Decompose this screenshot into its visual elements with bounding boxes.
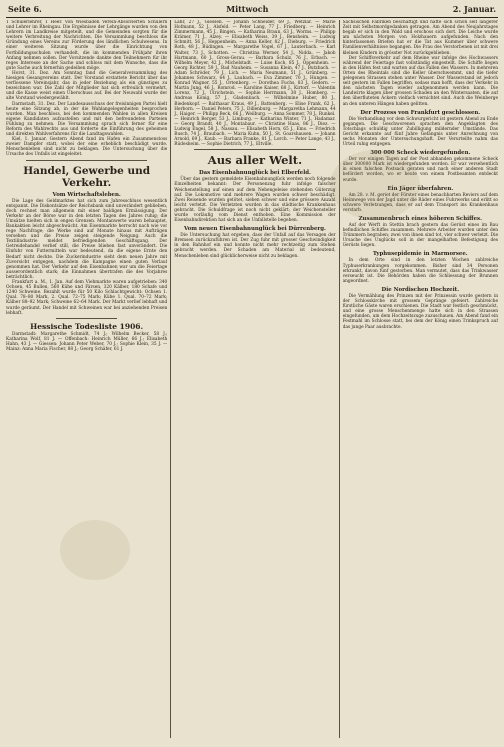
subheading: Ein Jäger überfahren. [387,185,454,192]
section-heading-trade: Handel, Gewerbe und Verkehr. [23,164,151,189]
article-paragraph: Die Verhandlung vor dem Schwurgericht ist gestern Abend zu Ende gegangen. Die Geschworenen sprachen den Angeklagten des Totschlags schuldig unter Zubilligung mildernder Umstände. Das Gericht erkannte auf fünf Jahre Gefängnis unter Anrechnung von sechs Monaten der Untersuchungshaft. Der Verurteilte nahm das Urteil ruhig entgegen. [342,116,499,148]
paper-stain [330,150,420,220]
section-heading-world: Aus aller Welt. [207,153,303,168]
death-list: Darmstadt: Margarethe Schmidt, 74 J.; Wilhelm Becker, 58 J.; Katharina Wolf, 81 J. — Offenbach: Heinrich Müller, 66 J.; Elisabeth Hahn, 43 J. — Giessen: Johann Peter Weber, 70 J.; Sophie Klein, 35 J. — Mainz: Anna Maria Fischer, 88 J.; Georg Schäfer, 61 J. [6,331,168,352]
death-list-continued: Lahr, 27 J., Giessen. — Johann Schneider, 69 J., Wetzlar. — Marie Hofmann, 52 J., Alsfeld. — Peter Lang, 77 J., Friedberg. — Heinrich Zimmermann, 45 J., Bingen. — Katharina Braun, 63 J., Worms. — Philipp Krämer, 71 J., Alzey. — Elisabeth Weiss, 39 J., Bensheim. — Ludwig Schmitt, 56 J., Heppenheim. — Anna Keller, 82 J., Dieburg. — Friedrich Roth, 48 J., Büdingen. — Margarethe Vogel, 67 J., Lauterbach. — Karl Walter, 73 J., Schotten. — Christina Werner, 54 J., Nidda. — Jakob Hartmann, 60 J., Gross-Gerau. — Barbara Schulz, 76 J., Erbach. — Wilhelm Meyer, 42 J., Michelstadt. — Luise Koch, 85 J., Oppenheim. — Georg Richter, 59 J., Bad Nauheim. — Susanna Klein, 47 J., Butzbach. — Adam Schröder, 79 J., Lich. — Maria Neumann, 51 J., Grünberg. — Johannes Schwarz, 64 J., Laubach. — Eva Zimmer, 70 J., Hungen. — Konrad Wagner, 55 J., Ortenberg. — Dorothea Fuchs, 83 J., Gedern. — Martin Jung, 46 J., Romrod. — Karoline Kaiser, 68 J., Kirtorf. — Valentin Lorenz, 72 J., Ulrichstein. — Sophie Herrmann, 38 J., Homberg. — Andreas König, 57 J., Gladenbach. — Wilhelmine Huber, 80 J., Biedenkopf. — Balthasar Kraus, 49 J., Battenberg. — Elise Frank, 62 J., Herborn. — Daniel Peters, 75 J., Dillenburg. — Margaretha Lehmann, 44 J., Haiger. — Philipp Beck, 66 J., Weilburg. — Anna Sommer, 78 J., Runkel. — Heinrich Berger, 53 J., Limburg. — Katharina Winter, 71 J., Hadamar. — Georg Brandt, 40 J., Montabaur. — Christine Haas, 86 J., Diez. — Ludwig Engel, 58 J., Nassau. — Elisabeth Horn, 65 J., Ems. — Friedrich Busch, 74 J., Braubach. — Maria Kuhn, 50 J., St. Goarshausen. — Johann Arnold, 69 J., Kaub. — Barbara Franke, 81 J., Lorch. — Peter Lange, 43 J., Rüdesheim. — Sophie Dietrich, 77 J., Eltville. [174,20,336,148]
column-1 [6,20,167,738]
article-paragraph: Darmstadt, 31. Dez. Der Landesausschuss der freisinnigen Partei hielt heute eine Sitzung ab, in der die Wahlangelegenheiten besprochen wurden. Man beschloss, bei den kommenden Wahlen in allen Kreisen eigene Kandidaten aufzustellen und mit den befreundeten Parteien Fühlung zu nehmen. Die Versammlung sprach sich ferner für eine Reform des Wahlrechts aus und forderte die Einführung des geheimen und direkten Wahlverfahrens für die Landtagswahlen. [6,101,168,138]
subheading: Typhusepidemie in Marmorsee. [372,251,468,258]
divider [56,318,117,319]
article-paragraph: Über das gestern gemeldete Eisenbahnunglück werden noch folgende Einzelheiten bekannt: Der Personenzug fuhr infolge falscher Weichenstellung auf einen auf dem Nebengeleise stehenden Güterzug auf. Die Lokomotive und mehrere Wagen wurden schwer beschädigt. Zwei Reisende wurden getötet, sieben schwer und eine grössere Anzahl leicht verletzt. Die Verletzten wurden in das städtische Krankenhaus gebracht. Die Schuldfrage ist noch nicht geklärt; der Weichensteller wurde vorläufig vom Dienst enthoben. Eine Kommission der Eisenbahndirektion hat sich an die Unfallstelle begeben. [174,177,336,224]
weekday: Mittwoch [226,4,269,14]
subheading: Die Nordischen Hochzeit. [381,286,460,293]
article-paragraph: Am 28. v. M. geriet der Förster eines benachbarten Reviers auf dem Heimwege von der Jagd unter die Räder eines Fuhrwerks und erlitt so schwere Verletzungen, dass er auf dem Transport ins Krankenhaus verstarb. [342,192,499,213]
column-separator [339,20,340,738]
article-paragraph: Die Vermählung des Prinzen mit der Prinzessin wurde gestern in der Schlosskirche mit grossem Gepränge gefeiert. Zahlreiche fürstliche Gäste waren erschienen. Die Stadt war festlich geschmückt, und eine grosse Menschenmenge hatte sich in den Strassen eingefunden, um dem Hochzeitszuge zuzuschauen. Am Abend fand ein Festmahl im Schlosse statt, bei dem der König einen Trinkspruch auf das junge Paar ausbrachte. [342,293,499,330]
article-paragraph: Frankfurt a. M., 1. Jan. Auf dem Viehmarkte waren aufgetrieben: 340 Ochsen, 45 Bullen, 560 Kühe und Färsen, 320 Kälber, 180 Schafe und 1240 Schweine. Bezahlt wurde für 50 Kilo Schlachtgewicht: Ochsen 1. Qual. 78–80 Mark, 2. Qual. 72–75 Mark; Kühe 1. Qual. 70–72 Mark; Kälber 88–92 Mark; Schweine 62–64 Mark. Der Markt verlief lebhaft und wurde geräumt. Der Handel mit Schweinen war bei anziehenden Preisen lebhaft. [6,280,168,316]
subheading: Das Eisenbahnunglück bei Elberfeld. [198,170,311,177]
article-paragraph: Die Lage des Geldmarktes hat sich zum Jahresschluss wesentlich entspannt. Die Diskontsätze der Reichsbank sind unverändert geblieben, doch rechnet man allgemein mit einer baldigen Ermässigung. Der Verkehr an der Börse war in den letzten Tagen des Jahres ruhig; die Umsätze hielten sich in engen Grenzen. Montanwerte waren behauptet, Bankaktien leicht abgeschwächt. Am Eisenmarkte herrscht nach wie vor rege Nachfrage; die Werke sind auf Monate hinaus mit Aufträgen versehen und die Preise zeigen steigende Neigung. Auch die Textilindustrie meldet befriedigenden Geschäftsgang. Der Getreidehandel verlief still, die Preise blieben fast unverändert. Die Einfuhr von Futtermitteln war bedeutend, da die eigene Ernte den Bedarf nicht deckte. Die Zuckerindustrie sieht dem neuen Jahre mit Zuversicht entgegen, nachdem die Kampagne einen guten Verlauf genommen hat. Der Verkehr auf den Eisenbahnen war um die Feiertage ausserordentlich stark; die Einnahmen übertrafen die des Vorjahres beträchtlich. [6,198,168,280]
paper-stain [60,520,130,580]
subheading: Der Prozess von Frankfurt geschlossen. [360,109,481,116]
article-paragraph: Die Untersuchung hat ergeben, dass der Unfall auf das Versagen der Bremsen zurückzuführen ist. Der Zug fuhr mit grosser Geschwindigkeit in den Bahnhof ein und konnte nicht mehr rechtzeitig zum Stehen gebracht werden. Der Schaden am Material ist bedeutend, Menschenleben sind glücklicherweise nicht zu beklagen. [174,233,336,259]
column-separator [170,20,171,738]
page-number: Seite 6. [8,4,42,14]
article-paragraph: Sächsischen Fabriken beschäftigt und hatte sich schon seit längerer Zeit mit Selbstmordgedanken getragen. Am Abend des Neujahrstages begab er sich in den Wald und erschoss sich dort. Die Leiche wurde am nächsten Morgen von Holzhauern aufgefunden. Nach den hinterlassenen Briefen hat er die Tat aus Kummer über schwere Familienverhältnisse begangen. Die Frau des Verstorbenen ist mit drei kleinen Kindern in grösster Not zurückgeblieben. [342,20,499,56]
subheading: Vom Wirtschaftsleben. [52,191,121,198]
column-2 [174,20,335,738]
article-paragraph: Kiel, 1. Januar. Gestern Abend fand im Hafen ein Zusammenstoss zweier Dampfer statt, wobei der eine erheblich beschädigt wurde. Menschenleben sind nicht zu beklagen. Die Untersuchung über die Ursache des Unfalls ist eingeleitet. [6,137,168,158]
page-header [6,4,498,16]
columns [6,20,498,738]
death-list-heading: Hessische Todesliste 1906. [30,321,144,331]
article-paragraph: Der Schiffsverkehr auf dem Rheine war infolge des Hochwassers während der Feiertage fast vollständig eingestellt. Die Schiffe liegen in den Häfen fest und warten auf das Fallen des Wassers. In mehreren Orten des Rheintals sind die Keller überschwemmt, und die tiefer gelegenen Strassen stehen unter Wasser. Der Wasserstand ist jedoch seit gestern im Fallen begriffen, sodass man hofft, dass der Verkehr in den nächsten Tagen wieder aufgenommen werden kann. Die Landwirte klagen über grossen Schaden an den Wintersaaten, die auf den überfluteten Äckern vielfach vernichtet sind. Auch die Weinberge an den unteren Hängen haben gelitten. [342,55,499,107]
subheading: Zusammenbruch eines höheren Schiffes. [358,216,482,222]
subheading: 300 000 Scheck wiedergefunden. [370,150,471,157]
subheading: Vom neuen Eisenbahnunglück bei Dürrenberg. [183,226,326,233]
newspaper-page [6,4,498,743]
article-paragraph: In dem Orte sind in den letzten Wochen zahlreiche Typhuserkrankungen vorgekommen. Bisher sind 34 Personen erkrankt, davon fünf gestorben. Man vermutet, dass das Trinkwasser verseucht ist. Die Behörden haben die Schliessung der Brunnen angeordnet. [342,258,499,284]
article-paragraph: Auf der Werft in Stettin brach gestern das Gerüst eines im Bau befindlichen Schiffes zusammen. Mehrere Arbeiter wurden unter den Trümmern begraben; zwei von ihnen sind tot, vier schwer verletzt. Die Ursache des Unglücks soll in der mangelhaften Befestigung des Gerüsts liegen. [342,223,499,249]
header-rule [6,17,498,18]
column-3 [343,20,498,738]
article-paragraph: Horst, 31. Dez. Am Sonntag fand die Generalversammlung des hiesigen Gesangvereins statt. Der Vorstand erstattete Bericht über das verflossene Vereinsjahr, das in jeder Beziehung als ein günstiges zu bezeichnen war. Die Zahl der Mitglieder hat sich erfreulich vermehrt, und die Kasse weist einen Überschuss auf. Bei der Neuwahl wurde der alte Vorstand wiedergewählt. [6,70,168,102]
article-paragraph: Der vor einigen Tagen auf der Post abhanden gekommene Scheck über 300000 Mark ist wiedergefunden worden. Er war versehentlich in einen falschen Postsack geraten und nach einer anderen Stadt befördert worden, wo er heute von einem Postbeamten entdeckt wurde. [342,157,499,183]
section-divider [194,149,315,150]
section-divider [26,160,147,161]
article-paragraph: 1 Schülerlehrer, 1 Heer. Von Wiesbaden Verein-Absolvierten Schülern und Lehrer im Rheingau. Die Ergebnisse der Lehrgänge wurden von den Lehrern im Landkreise mitgeteilt, und die Gemeinden sorgten für die weitere Verbreitung der Nachrichten. Die Versammlung beschloss die Gründung eines Vereins zur Förderung des ländlichen Schulwesens. In einer weiteren Sitzung wurde über die Einrichtung von Fortbildungsschulen verhandelt, die im kommenden Frühjahr ihren Anfang nehmen sollen. Der Vorsitzende dankte den Teilnehmern für ihr reges Interesse an der Sache und schloss mit dem Wunsche, dass die gute Sache auch fernerhin gedeihen möge. [6,20,168,71]
issue-date: 2. Januar. [452,4,496,14]
